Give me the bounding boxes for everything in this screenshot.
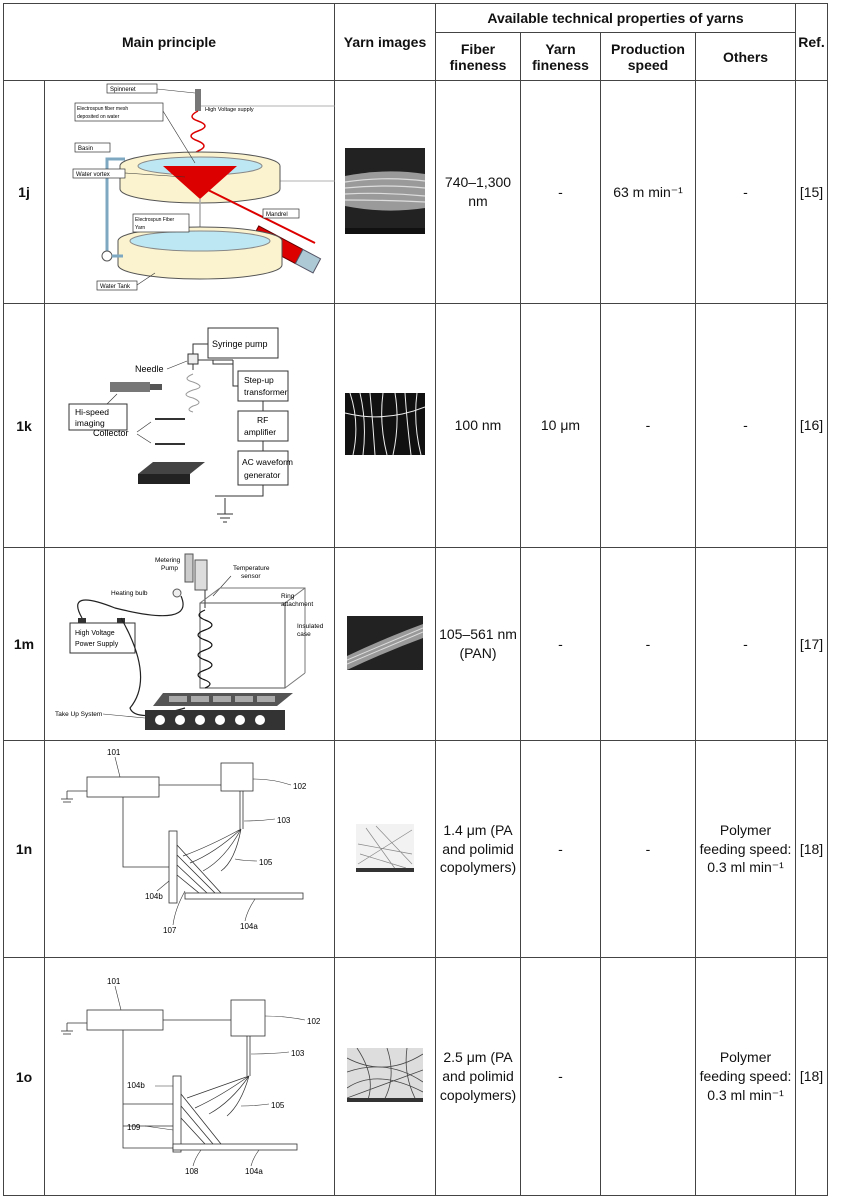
- label-104a: 104a: [240, 922, 258, 931]
- fiber-fineness-header: Fiber fineness: [436, 33, 521, 81]
- sem-image-1k: [345, 393, 425, 455]
- imaging-label-2: imaging: [75, 418, 105, 428]
- row-id: 1o: [4, 958, 45, 1196]
- others-header: Others: [696, 33, 796, 81]
- yarn-image-cell: [335, 741, 436, 958]
- ref-value: [18]: [796, 958, 828, 1196]
- yarn-label: Electrospun Fiber: [135, 217, 175, 223]
- label-103: 103: [291, 1049, 305, 1058]
- label-105: 105: [271, 1101, 285, 1110]
- diagram-1j: [45, 81, 335, 303]
- ring-label-2: attachment: [281, 601, 314, 608]
- production-speed-value: -: [601, 741, 696, 958]
- yarn-image-cell: [335, 958, 436, 1196]
- properties-group-header: Available technical properties of yarns: [436, 4, 796, 33]
- row-id: 1j: [4, 81, 45, 304]
- ac-label-2: generator: [244, 470, 281, 480]
- fiber-fineness-value: 2.5 μm (PA and polimid copolymers): [436, 958, 521, 1196]
- table-row: [4, 304, 828, 548]
- label-103: 103: [277, 816, 291, 825]
- yarn-image-cell: [335, 304, 436, 548]
- ref-value: [16]: [796, 304, 828, 548]
- production-speed-value: -: [601, 548, 696, 741]
- mesh-label: Electrospun fiber mesh: [77, 106, 129, 112]
- metering-label: Metering: [155, 557, 181, 564]
- row-id: 1m: [4, 548, 45, 741]
- stepup-label-2: transformer: [244, 387, 288, 397]
- sem-image-1n: [356, 824, 414, 872]
- mandrel-label: Mandrel: [266, 212, 288, 218]
- production-speed-value: -: [601, 304, 696, 548]
- yarn-label-2: Yarn: [135, 225, 146, 231]
- collector-label: Collector: [93, 428, 129, 438]
- label-109: 109: [127, 1123, 141, 1132]
- others-value: -: [696, 304, 796, 548]
- ref-header: Ref.: [796, 4, 828, 81]
- yarn-fineness-value: 10 μm: [521, 304, 601, 548]
- table-row: [4, 958, 828, 1196]
- diagram-cell: [45, 81, 335, 304]
- yarn-fineness-header: Yarn fineness: [521, 33, 601, 81]
- row-id: 1k: [4, 304, 45, 548]
- ref-value: [15]: [796, 81, 828, 304]
- sem-image-1o: [347, 1048, 423, 1102]
- rf-label-2: amplifier: [244, 427, 277, 437]
- label-104b: 104b: [127, 1081, 145, 1090]
- temp-label-2: sensor: [241, 573, 261, 580]
- fiber-fineness-value: 105–561 nm (PAN): [436, 548, 521, 741]
- diagram-cell: [45, 741, 335, 958]
- label-104b: 104b: [145, 892, 163, 901]
- yarn-image-cell: [335, 81, 436, 304]
- fiber-fineness-value: 100 nm: [436, 304, 521, 548]
- label-101: 101: [107, 748, 121, 757]
- diagram-1k: [45, 304, 335, 547]
- spinneret-label: Spinneret: [110, 87, 136, 93]
- header-row: [4, 4, 828, 33]
- label-105: 105: [259, 858, 273, 867]
- diagram-cell: [45, 304, 335, 548]
- temp-label: Temperature: [233, 565, 270, 572]
- yarn-fineness-value: -: [521, 548, 601, 741]
- yarn-fineness-value: -: [521, 741, 601, 958]
- diagram-1m: [45, 548, 335, 740]
- label-108: 108: [185, 1167, 199, 1176]
- production-speed-value: [601, 958, 696, 1196]
- basin-label: Basin: [78, 146, 94, 152]
- sem-image-1j: [345, 148, 425, 234]
- fiber-fineness-value: 740–1,300 nm: [436, 81, 521, 304]
- table-row: [4, 81, 828, 304]
- case-label-2: case: [297, 631, 311, 638]
- others-value: -: [696, 548, 796, 741]
- ref-value: [18]: [796, 741, 828, 958]
- others-value: Polymer feeding speed: 0.3 ml min⁻¹: [696, 958, 796, 1196]
- stepup-label: Step-up: [244, 375, 274, 385]
- yarn-fineness-value: -: [521, 958, 601, 1196]
- label-102: 102: [293, 782, 307, 791]
- main-principle-header: Main principle: [4, 4, 335, 81]
- hv-supply-label: High Voltage supply: [205, 107, 254, 113]
- yarn-properties-table: [3, 3, 828, 1196]
- diagram-1o: [45, 958, 335, 1195]
- heating-label: Heating bulb: [111, 590, 148, 597]
- production-speed-header: Production speed: [601, 33, 696, 81]
- yarn-image-cell: [335, 548, 436, 741]
- pump-label: Syringe pump: [212, 339, 268, 349]
- others-value: Polymer feeding speed: 0.3 ml min⁻¹: [696, 741, 796, 958]
- diagram-cell: [45, 548, 335, 741]
- rf-label: RF: [257, 415, 269, 425]
- table-row: [4, 548, 828, 741]
- case-label: Insulated: [297, 623, 324, 630]
- diagram-cell: [45, 958, 335, 1196]
- ac-label: AC waveform: [242, 457, 294, 467]
- label-102: 102: [307, 1017, 321, 1026]
- others-value: -: [696, 81, 796, 304]
- ref-value: [17]: [796, 548, 828, 741]
- yarn-images-header: Yarn images: [335, 4, 436, 81]
- needle-label: Needle: [135, 364, 164, 374]
- ring-label: Ring: [281, 593, 295, 600]
- production-speed-value: 63 m min⁻¹: [601, 81, 696, 304]
- tank-label: Water Tank: [100, 284, 131, 290]
- takeup-label: Take Up System: [55, 711, 103, 718]
- metering-label-2: Pump: [161, 565, 178, 572]
- hv-label: High Voltage: [75, 630, 115, 637]
- imaging-label: Hi-speed: [75, 407, 110, 417]
- vortex-label: Water vortex: [76, 172, 110, 178]
- hv-label-2: Power Supply: [75, 641, 119, 648]
- diagram-1n: [45, 741, 335, 957]
- table-row: [4, 741, 828, 958]
- label-101: 101: [107, 977, 121, 986]
- mesh-label-2: deposited on water: [77, 114, 120, 120]
- yarn-fineness-value: -: [521, 81, 601, 304]
- label-104a: 104a: [245, 1167, 263, 1176]
- sem-image-1m: [347, 616, 423, 670]
- row-id: 1n: [4, 741, 45, 958]
- label-107: 107: [163, 926, 177, 935]
- fiber-fineness-value: 1.4 μm (PA and polimid copolymers): [436, 741, 521, 958]
